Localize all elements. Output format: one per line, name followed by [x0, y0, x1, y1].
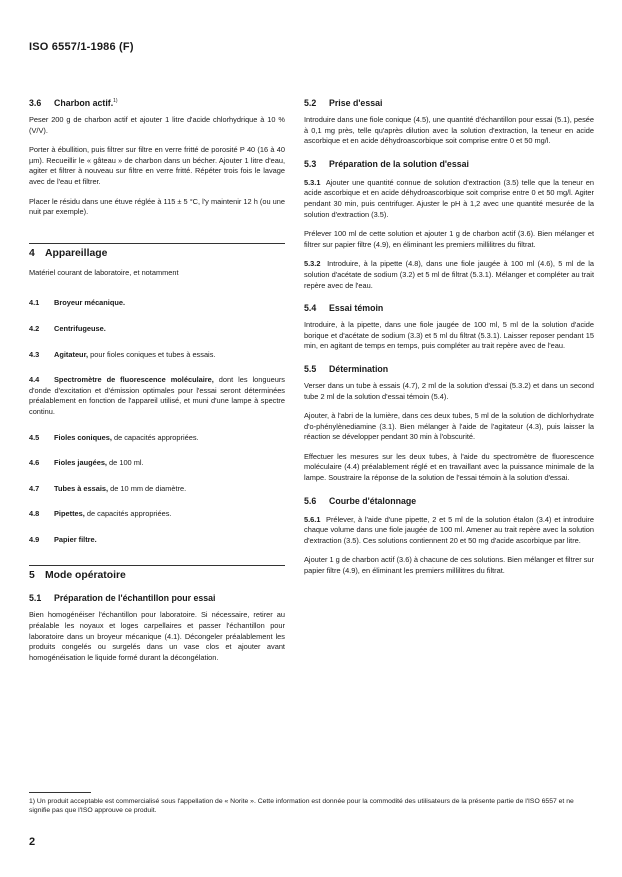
paragraph: 5.3.2 Introduire, à la pipette (4.8), dans une fiole jaugée à 100 ml (4.6), 5 ml de la solution d'acétate de sodium (3.2) et 5 ml de filtrat (5.3.1). Mélanger et compléter au trait repère avec de l'eau.: [304, 259, 594, 290]
paragraph: Introduire, à la pipette, dans une fiole jaugée de 100 ml, 5 ml de la solution d'acide borique et d'acétate de sodium (3.3) et 5 ml du filtrat (5.3.1). Laisser reposer pendant 15 min, en agitant de temps en temps, puis compléter au trait repère avec de l'eau.: [304, 320, 594, 351]
equipment-item-4-3: 4.3 Agitateur, pour fioles coniques et tubes à essais.: [29, 349, 216, 359]
equipment-item-4-4: 4.4 Spectromètre de fluorescence moléculaire, dont les longueurs d'onde d'excitation et d'émission optimales pour l'essai seront déterminées préalablement en fonction de l'appareil utilisé, et muni d'une lampe à spectre continu.: [29, 375, 285, 416]
left-column: [29, 98, 285, 663]
section-4-heading: 4 Appareillage: [29, 247, 108, 259]
paragraph: Matériel courant de laboratoire, et notamment: [29, 267, 179, 277]
paragraph: Ajouter, à l'abri de la lumière, dans ces deux tubes, 5 ml de la solution de dichlorhydrate d'o-phénylènediamine (3.1). Bien mélanger à l'aide de l'agitateur (4.3), puis laisser la réaction se développer pendant 30 min à l'obscurité.: [304, 411, 594, 442]
equipment-item-4-6: 4.6 Fioles jaugées, de 100 ml.: [29, 458, 144, 468]
section-5-6-heading: 5.6 Courbe d'étalonnage: [304, 495, 417, 506]
paragraph: 5.3.1 Ajouter une quantité connue de solution d'extraction (3.5) telle que la teneur en acide ascorbique et en acide déhydroascorbique soit comprise entre 0 et 50 mg/l. Agiter pendant 30 min, puis centrifuger. Ajuster le pH à 1,2 avec une quantité mesurée de la solution d'extraction (3.5).: [304, 177, 594, 219]
footnote-ref: 1): [113, 98, 118, 105]
section-5-5-heading: 5.5 Détermination: [304, 363, 389, 374]
paragraph: Placer le résidu dans une étuve réglée à 115 ± 5 °C, l'y maintenir 12 h (ou une nuit par exemple).: [29, 196, 285, 217]
right-column: [304, 98, 594, 577]
paragraph: Prélever 100 ml de cette solution et ajouter 1 g de charbon actif (3.6). Bien mélanger et filtrer sur papier filtre (4.9), en éliminant les premiers millilitres du filtrat.: [304, 229, 594, 249]
paragraph: Effectuer les mesures sur les deux tubes, à l'aide du spectromètre de fluorescence moléculaire (4.4) préalablement réglé et en travaillant avec la puissance minimale de la lampe. Soustraire la réponse de la solution de l'essai témoin à la solution d'essai.: [304, 451, 594, 483]
section-5-4-heading: 5.4 Essai témoin: [304, 303, 384, 314]
section-5-2-heading: 5.2 Prise d'essai: [304, 98, 383, 108]
paragraph: Introduire dans une fiole conique (4.5), une quantité d'échantillon pour essai (5.1), pesée à 0,1 mg près, telle qu'après dilution avec la solution d'extraction, la teneur en acide ascorbique et en acide déhydroascorbique soit comprise entre 0 et 50 mg/l.: [304, 115, 594, 146]
footnote-divider: [29, 792, 91, 793]
paragraph: Porter à ébullition, puis filtrer sur filtre en verre fritté de porosité P 40 (16 à 40 µm). Recueillir le « gâteau » de charbon dans un bécher. Ajouter 1 litre d'eau, agiter et filtrer à nouveau sur filtre en verre fritté. Répéter trois fois le lavage avec de l'eau et filtrer.: [29, 145, 285, 186]
footnote: 1) Un produit acceptable est commercialisé sous l'appellation de « Norite ». Cette information est donnée pour la commodité des utilisateurs de la présente partie de l'ISO 6557 et ne signifie pas que l'ISO approuve ce produit.: [29, 798, 574, 815]
paragraph: Ajouter 1 g de charbon actif (3.6) à chacune de ces solutions. Bien mélanger et filtrer sur papier filtre (4.9), en éliminant les premiers millilitres du filtrat.: [304, 555, 594, 576]
paragraph: Peser 200 g de charbon actif et ajouter 1 litre d'acide chlorhydrique à 10 % (V/V).: [29, 115, 285, 135]
section-3-6-heading: 3.6 Charbon actif.$^{1)}$: [29, 98, 118, 108]
equipment-item-4-1: 4.1 Broyeur mécanique.: [29, 298, 126, 308]
section-5-heading: 5 Mode opératoire: [29, 570, 126, 582]
section-5-3-heading: 5.3 Préparation de la solution d'essai: [304, 158, 469, 169]
document-header: ISO 6557/1-1986 (F): [29, 41, 134, 53]
equipment-item-4-9: 4.9 Papier filtre.: [29, 534, 97, 544]
page-number: 2: [29, 836, 36, 848]
paragraph: 5.6.1 Prélever, à l'aide d'une pipette, 2 et 5 ml de la solution étalon (3.4) et introduire chaque volume dans une fiole jaugée de 100 ml. Amener au trait repère avec la solution d'extraction (3.5). Ces solutions contiennent 20 et 50 mg d'acide ascorbique par litre.: [304, 514, 595, 545]
equipment-item-4-7: 4.7 Tubes à essais, de 10 mm de diamètre.: [29, 483, 187, 493]
equipment-item-4-2: 4.2 Centrifugeuse.: [29, 323, 106, 333]
equipment-item-4-5: 4.5 Fioles coniques, de capacités appropriées.: [29, 432, 199, 442]
paragraph: Verser dans un tube à essais (4.7), 2 ml de la solution d'essai (5.3.2) et dans un second tube 2 ml de la solution d'essai témoin (5.4).: [304, 380, 594, 401]
equipment-item-4-8: 4.8 Pipettes, de capacités appropriées.: [29, 509, 172, 519]
section-5-1-heading: 5.1 Préparation de l'échantillon pour essai: [29, 593, 216, 604]
paragraph: Bien homogénéiser l'échantillon pour laboratoire. Si nécessaire, retirer au préalable les noyaux et loges carpellaires et passer l'échantillon pour laboratoire dans un broyeur mécanique (4.1). Décongeler préalablement les produits congelés ou surgelés dans un vase clos et ajouter avant homogénéisation le liquide formé durant la décongélation.: [29, 610, 285, 662]
